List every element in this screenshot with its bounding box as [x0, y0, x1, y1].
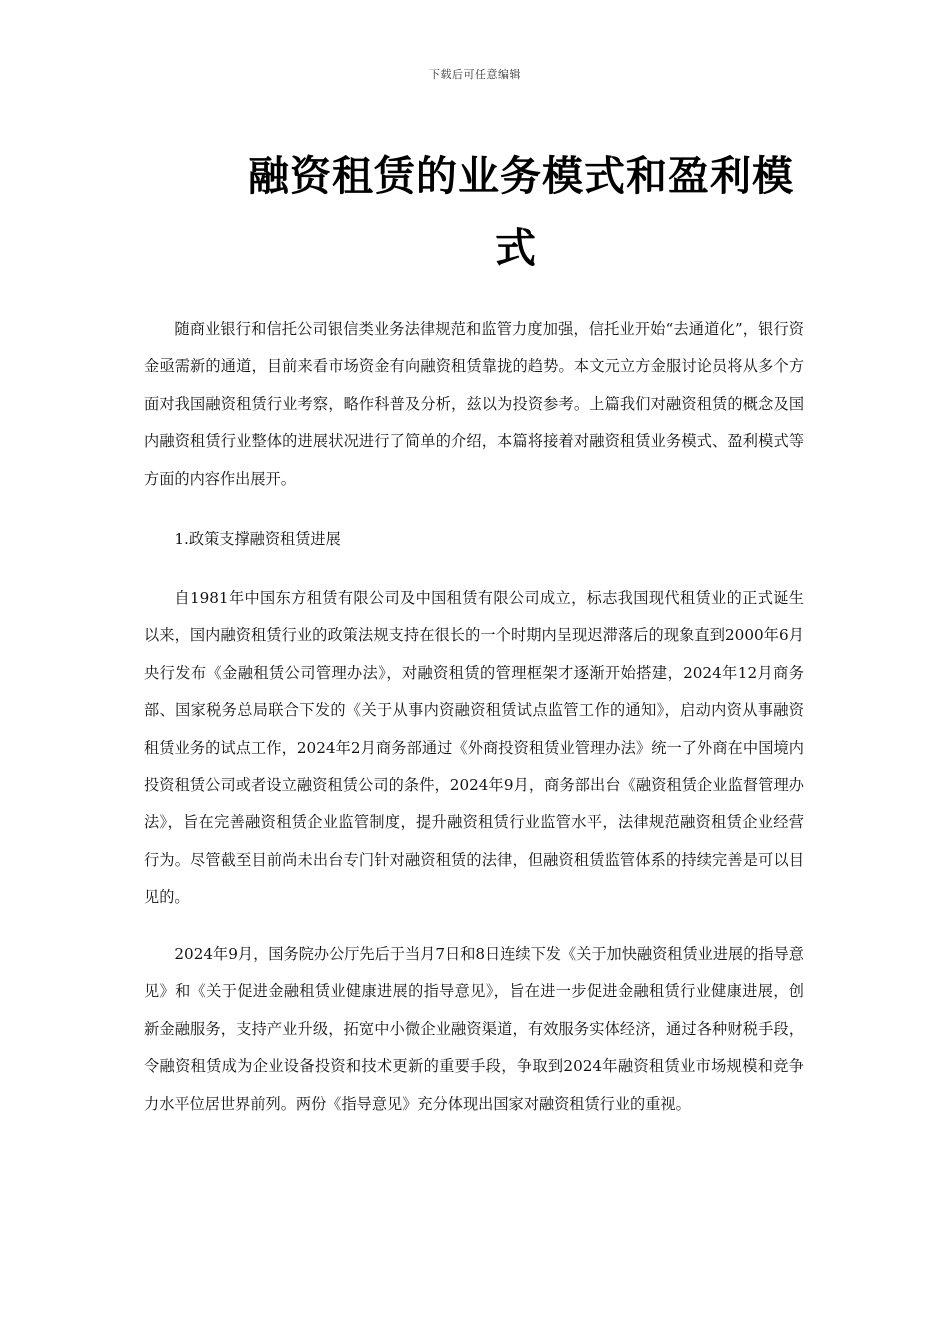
guidance-paragraph: 2024年9月，国务院办公厅先后于当月7日和8日连续下发《关于加快融资租赁业进展的指导意见》和《关于促进金融租赁业健康进展的指导意见》，旨在进一步促进金融租赁行业健康进展，创新金融服务，支持产业升级，拓宽中小微企业融资渠道，有效服务实体经济，通过各种财税手段，令融资租赁成为企业设备投资和技术更新的重要手段，争取到2024年融资租赁业市场规模和竞争力水平位居世界前列。两份《指导意见》充分体现出国家对融资租赁行业的重视。 [144, 945, 804, 1113]
title-line-1: 融资租赁的业务模式和盈利模 [248, 152, 794, 200]
document-title [236, 140, 796, 284]
section-heading: 1.政策支撑融资租赁进展 [174, 530, 341, 548]
intro-paragraph: 随商业银行和信托公司银信类业务法律规范和监管力度加强，信托业开始“去通道化”，银行资金亟需新的通道，目前来看市场资金有向融资租赁靠拢的趋势。本文元立方金服讨论员将从多个方面对我国融资租赁行业考察，略作科普及分析，兹以为投资参考。上篇我们对融资租赁的概念及国内融资租赁行业整体的进展状况进行了简单的介绍，本篇将接着对融资租赁业务模式、盈利模式等方面的内容作出展开。 [144, 320, 804, 488]
download-note: 下载后可任意编辑 [429, 68, 521, 81]
policy-paragraph: 自1981年中国东方租赁有限公司及中国租赁有限公司成立，标志我国现代租赁业的正式诞生以来，国内融资租赁行业的政策法规支持在很长的一个时期内呈现迟滞落后的现象直到2000年6月央行发布《金融租赁公司管理办法》，对融资租赁的管理框架才逐渐开始搭建，2024年12月商务部、国家税务总局联合下发的《关于从事内资融资租赁试点监管工作的通知》，启动内资从事融资租赁业务的试点工作，2024年2月商务部通过《外商投资租赁业管理办法》统一了外商在中国境内投资租赁公司或者设立融资租赁公司的条件，2024年9月，商务部出台《融资租赁企业监督管理办法》，旨在完善融资租赁企业监管制度，提升融资租赁行业监管水平，法律规范融资租赁企业经营行为。尽管截至目前尚未出台专门针对融资租赁的法律，但融资租赁监管体系的持续完善是可以目见的。 [144, 589, 804, 907]
title-line-2: 式 [495, 224, 537, 272]
